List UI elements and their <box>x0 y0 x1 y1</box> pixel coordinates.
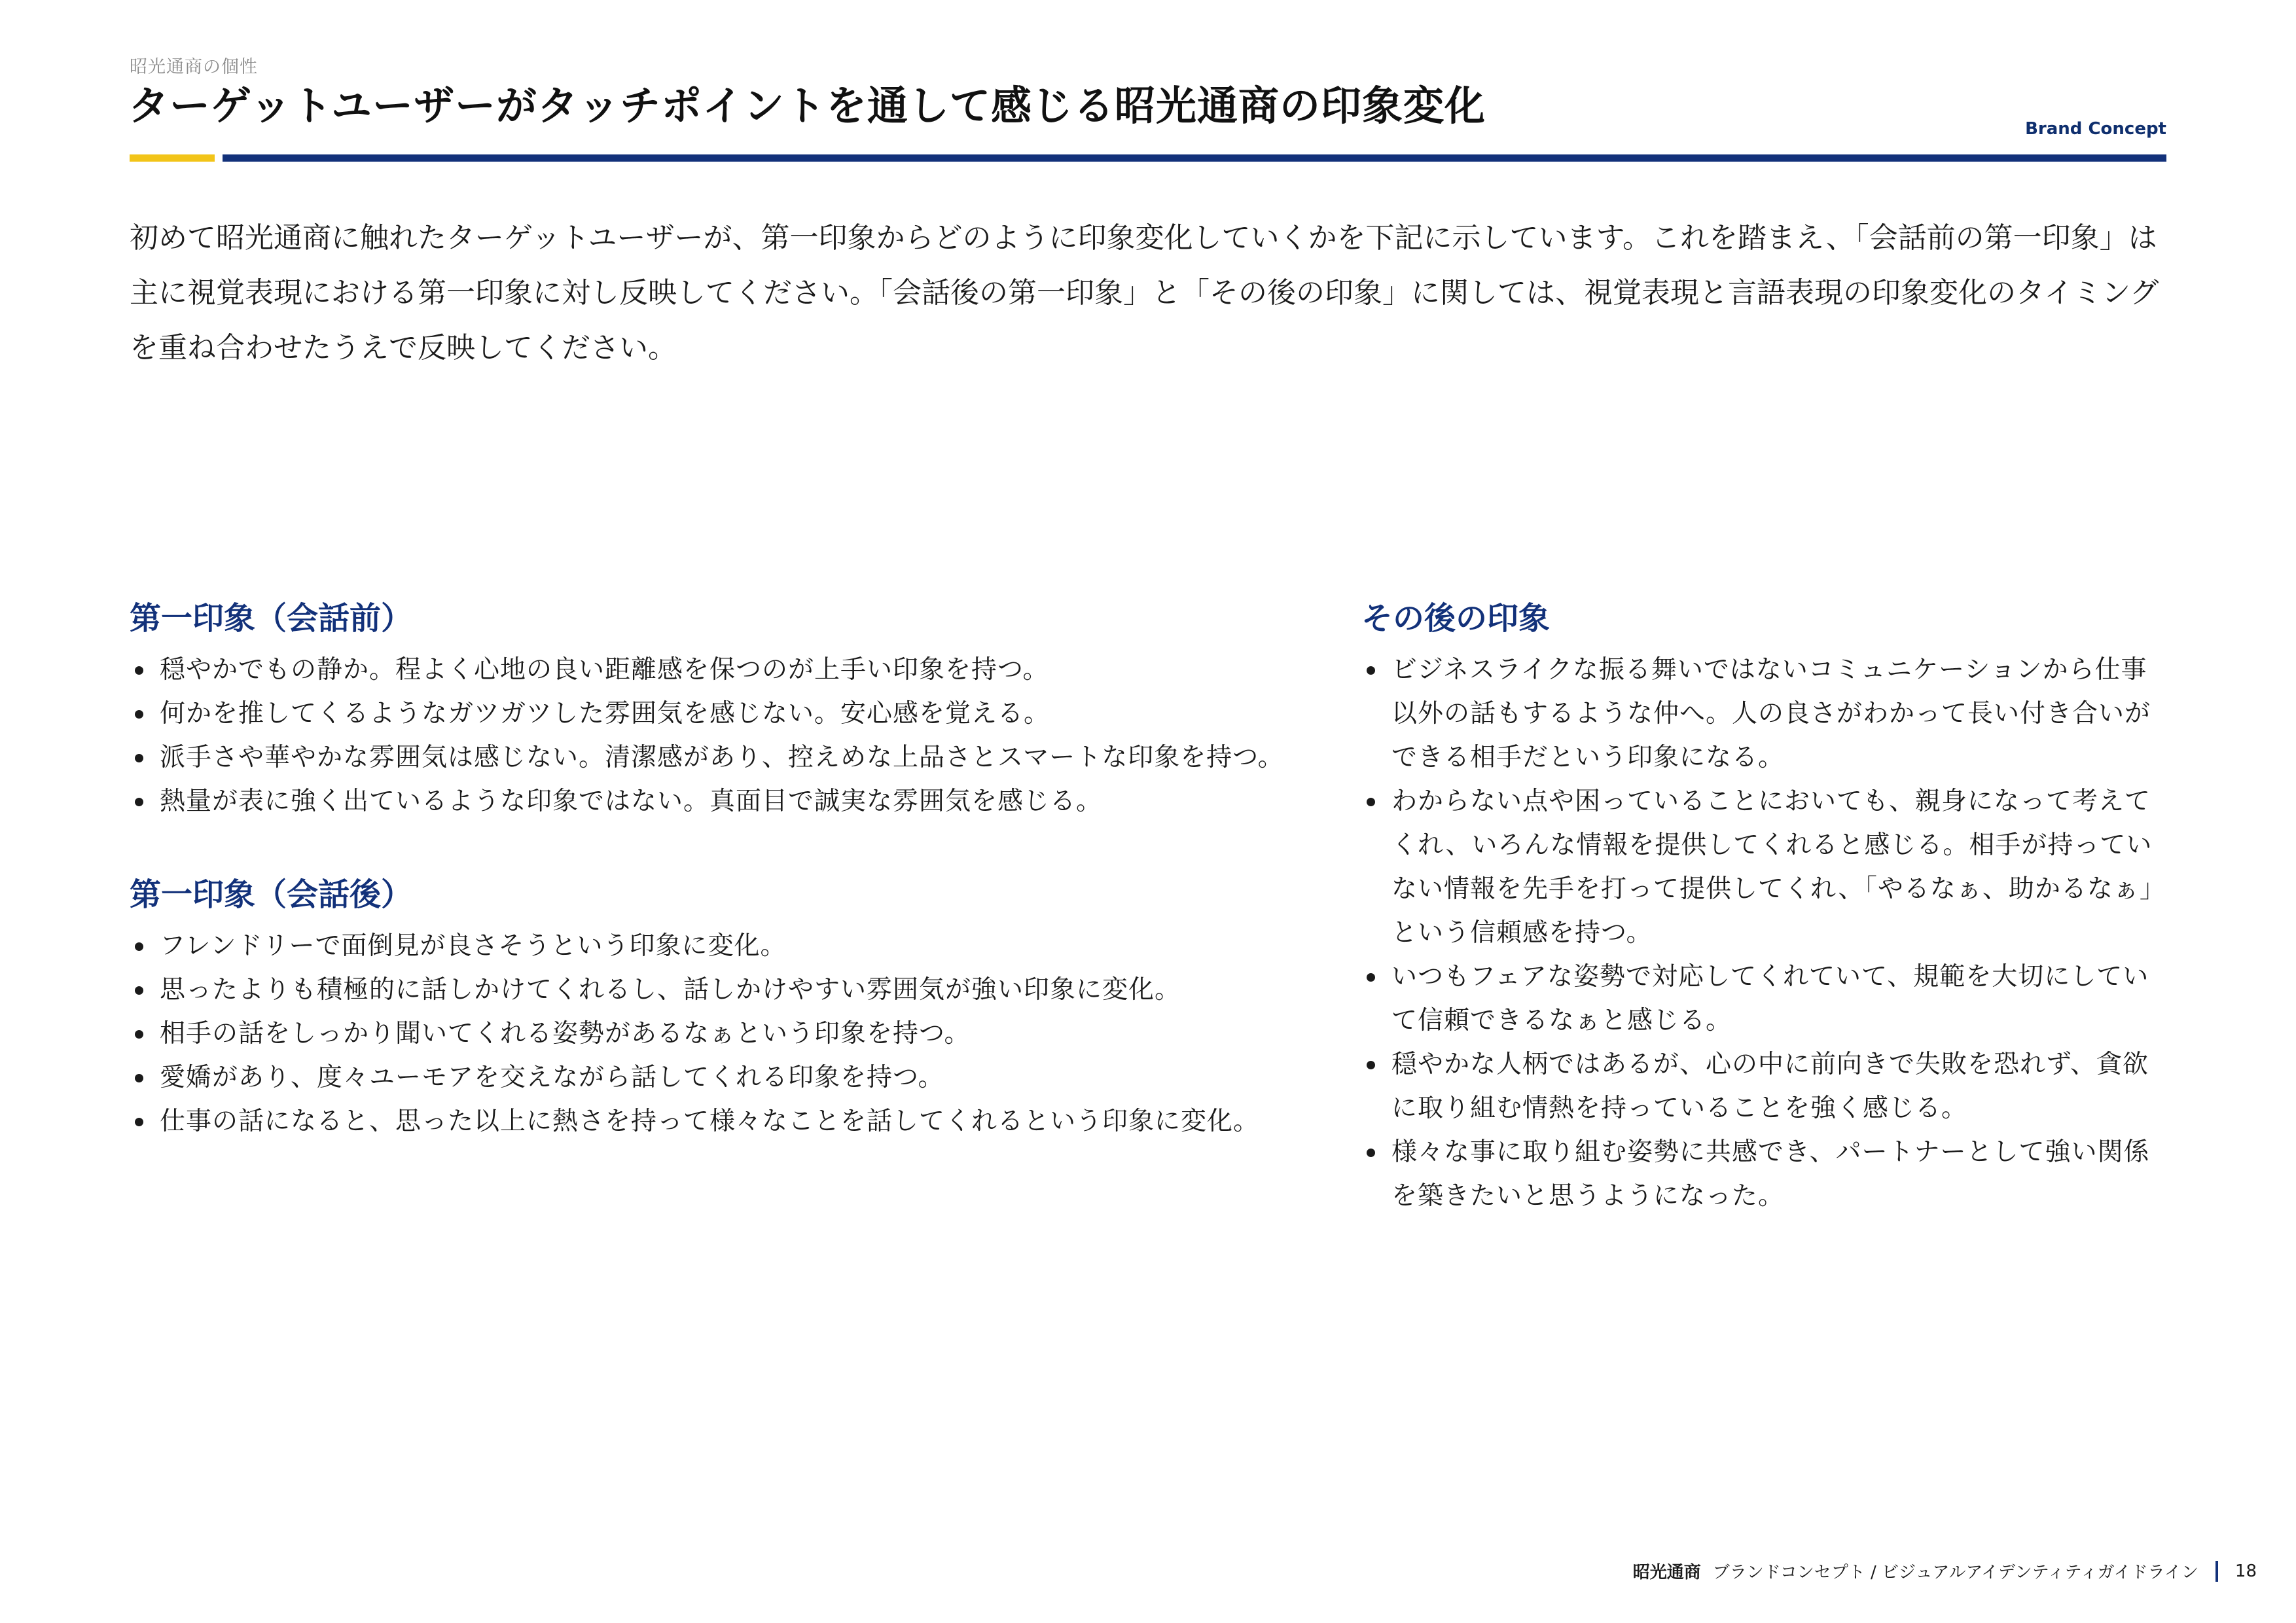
bullet-list <box>1361 648 2173 1218</box>
list-item: 熱量が表に強く出ているような印象ではない。真面目で誠実な雰囲気を感じる。 <box>130 779 1295 823</box>
list-item: 仕事の話になると、思った以上に熱さを持って様々なことを話してくれるという印象に変化。 <box>130 1099 1295 1143</box>
impression-group-before-conversation <box>130 589 1295 823</box>
page-title: ターゲットユーザーがタッチポイントを通して感じる昭光通商の印象変化 <box>128 82 1486 130</box>
footer-divider <box>2215 1561 2218 1582</box>
list-item: 穏やかでもの静か。程よく心地の良い距離感を保つのが上手い印象を持つ。 <box>130 648 1295 692</box>
bullet-list <box>130 648 1295 823</box>
right-column <box>1361 589 2173 1260</box>
page-footer <box>1633 1559 2257 1583</box>
left-column <box>130 589 1295 1185</box>
section-tag: Brand Concept <box>2025 119 2166 139</box>
list-item: 様々な事に取り組む姿勢に共感でき、パートナーとして強い関係を築きたいと思うようになった。 <box>1361 1130 2173 1218</box>
list-item: フレンドリーで面倒見が良さそうという印象に変化。 <box>130 924 1295 968</box>
group-heading: 第一印象（会話後） <box>130 876 413 913</box>
section-eyebrow: 昭光通商の個性 <box>130 57 258 77</box>
list-item: 愛嬌があり、度々ユーモアを交えながら話してくれる印象を持つ。 <box>130 1056 1295 1099</box>
bullet-list <box>130 924 1295 1143</box>
footer-brand: 昭光通商 <box>1632 1563 1701 1582</box>
group-heading: その後の印象 <box>1361 600 1551 637</box>
list-item: 穏やかな人柄ではあるが、心の中に前向きで失敗を恐れず、貪欲に取り組む情熱を持っていることを強く感じる。 <box>1361 1043 2173 1130</box>
list-item: いつもフェアな姿勢で対応してくれていて、規範を大切にしていて信頼できるなぁと感じる。 <box>1361 955 2173 1043</box>
list-item: 何かを推してくるようなガツガツした雰囲気を感じない。安心感を覚える。 <box>130 692 1295 736</box>
list-item: 思ったよりも積極的に話しかけてくれるし、話しかけやすい雰囲気が強い印象に変化。 <box>130 968 1295 1012</box>
list-item: ビジネスライクな振る舞いではないコミュニケーションから仕事以外の話もするような仲へ。人の良さがわかって長い付き合いができる相手だという印象になる。 <box>1361 648 2173 779</box>
footer-doc-title: ブランドコンセプト / ビジュアルアイデンティティガイドライン <box>1712 1563 2198 1582</box>
list-item: 相手の話をしっかり聞いてくれる姿勢があるなぁという印象を持つ。 <box>130 1012 1295 1056</box>
title-rule-accent <box>130 154 215 162</box>
impression-group-later <box>1361 589 2173 1218</box>
impression-group-after-conversation <box>130 865 1295 1143</box>
list-item: わからない点や困っていることにおいても、親身になって考えてくれ、いろんな情報を提供してくれると感じる。相手が持っていない情報を先手を打って提供してくれ、「やるなぁ、助かるなぁ」という信頼感を持つ。 <box>1361 779 2173 955</box>
list-item: 派手さや華やかな雰囲気は感じない。清潔感があり、控えめな上品さとスマートな印象を持つ。 <box>130 736 1295 779</box>
intro-paragraph: 初めて昭光通商に触れたターゲットユーザーが、第一印象からどのように印象変化していくかを下記に示しています。これを踏まえ、「会話前の第一印象」は主に視覚表現における第一印象に対し反映してください。「会話後の第一印象」と「その後の印象」に関しては、視覚表現と言語表現の印象変化のタイミングを重ね合わせたうえで反映してください。 <box>130 221 2159 365</box>
page-number: 18 <box>2234 1561 2257 1581</box>
footer-title <box>1633 1559 2198 1583</box>
group-heading: 第一印象（会話前） <box>130 600 413 637</box>
title-rule <box>223 154 2166 162</box>
